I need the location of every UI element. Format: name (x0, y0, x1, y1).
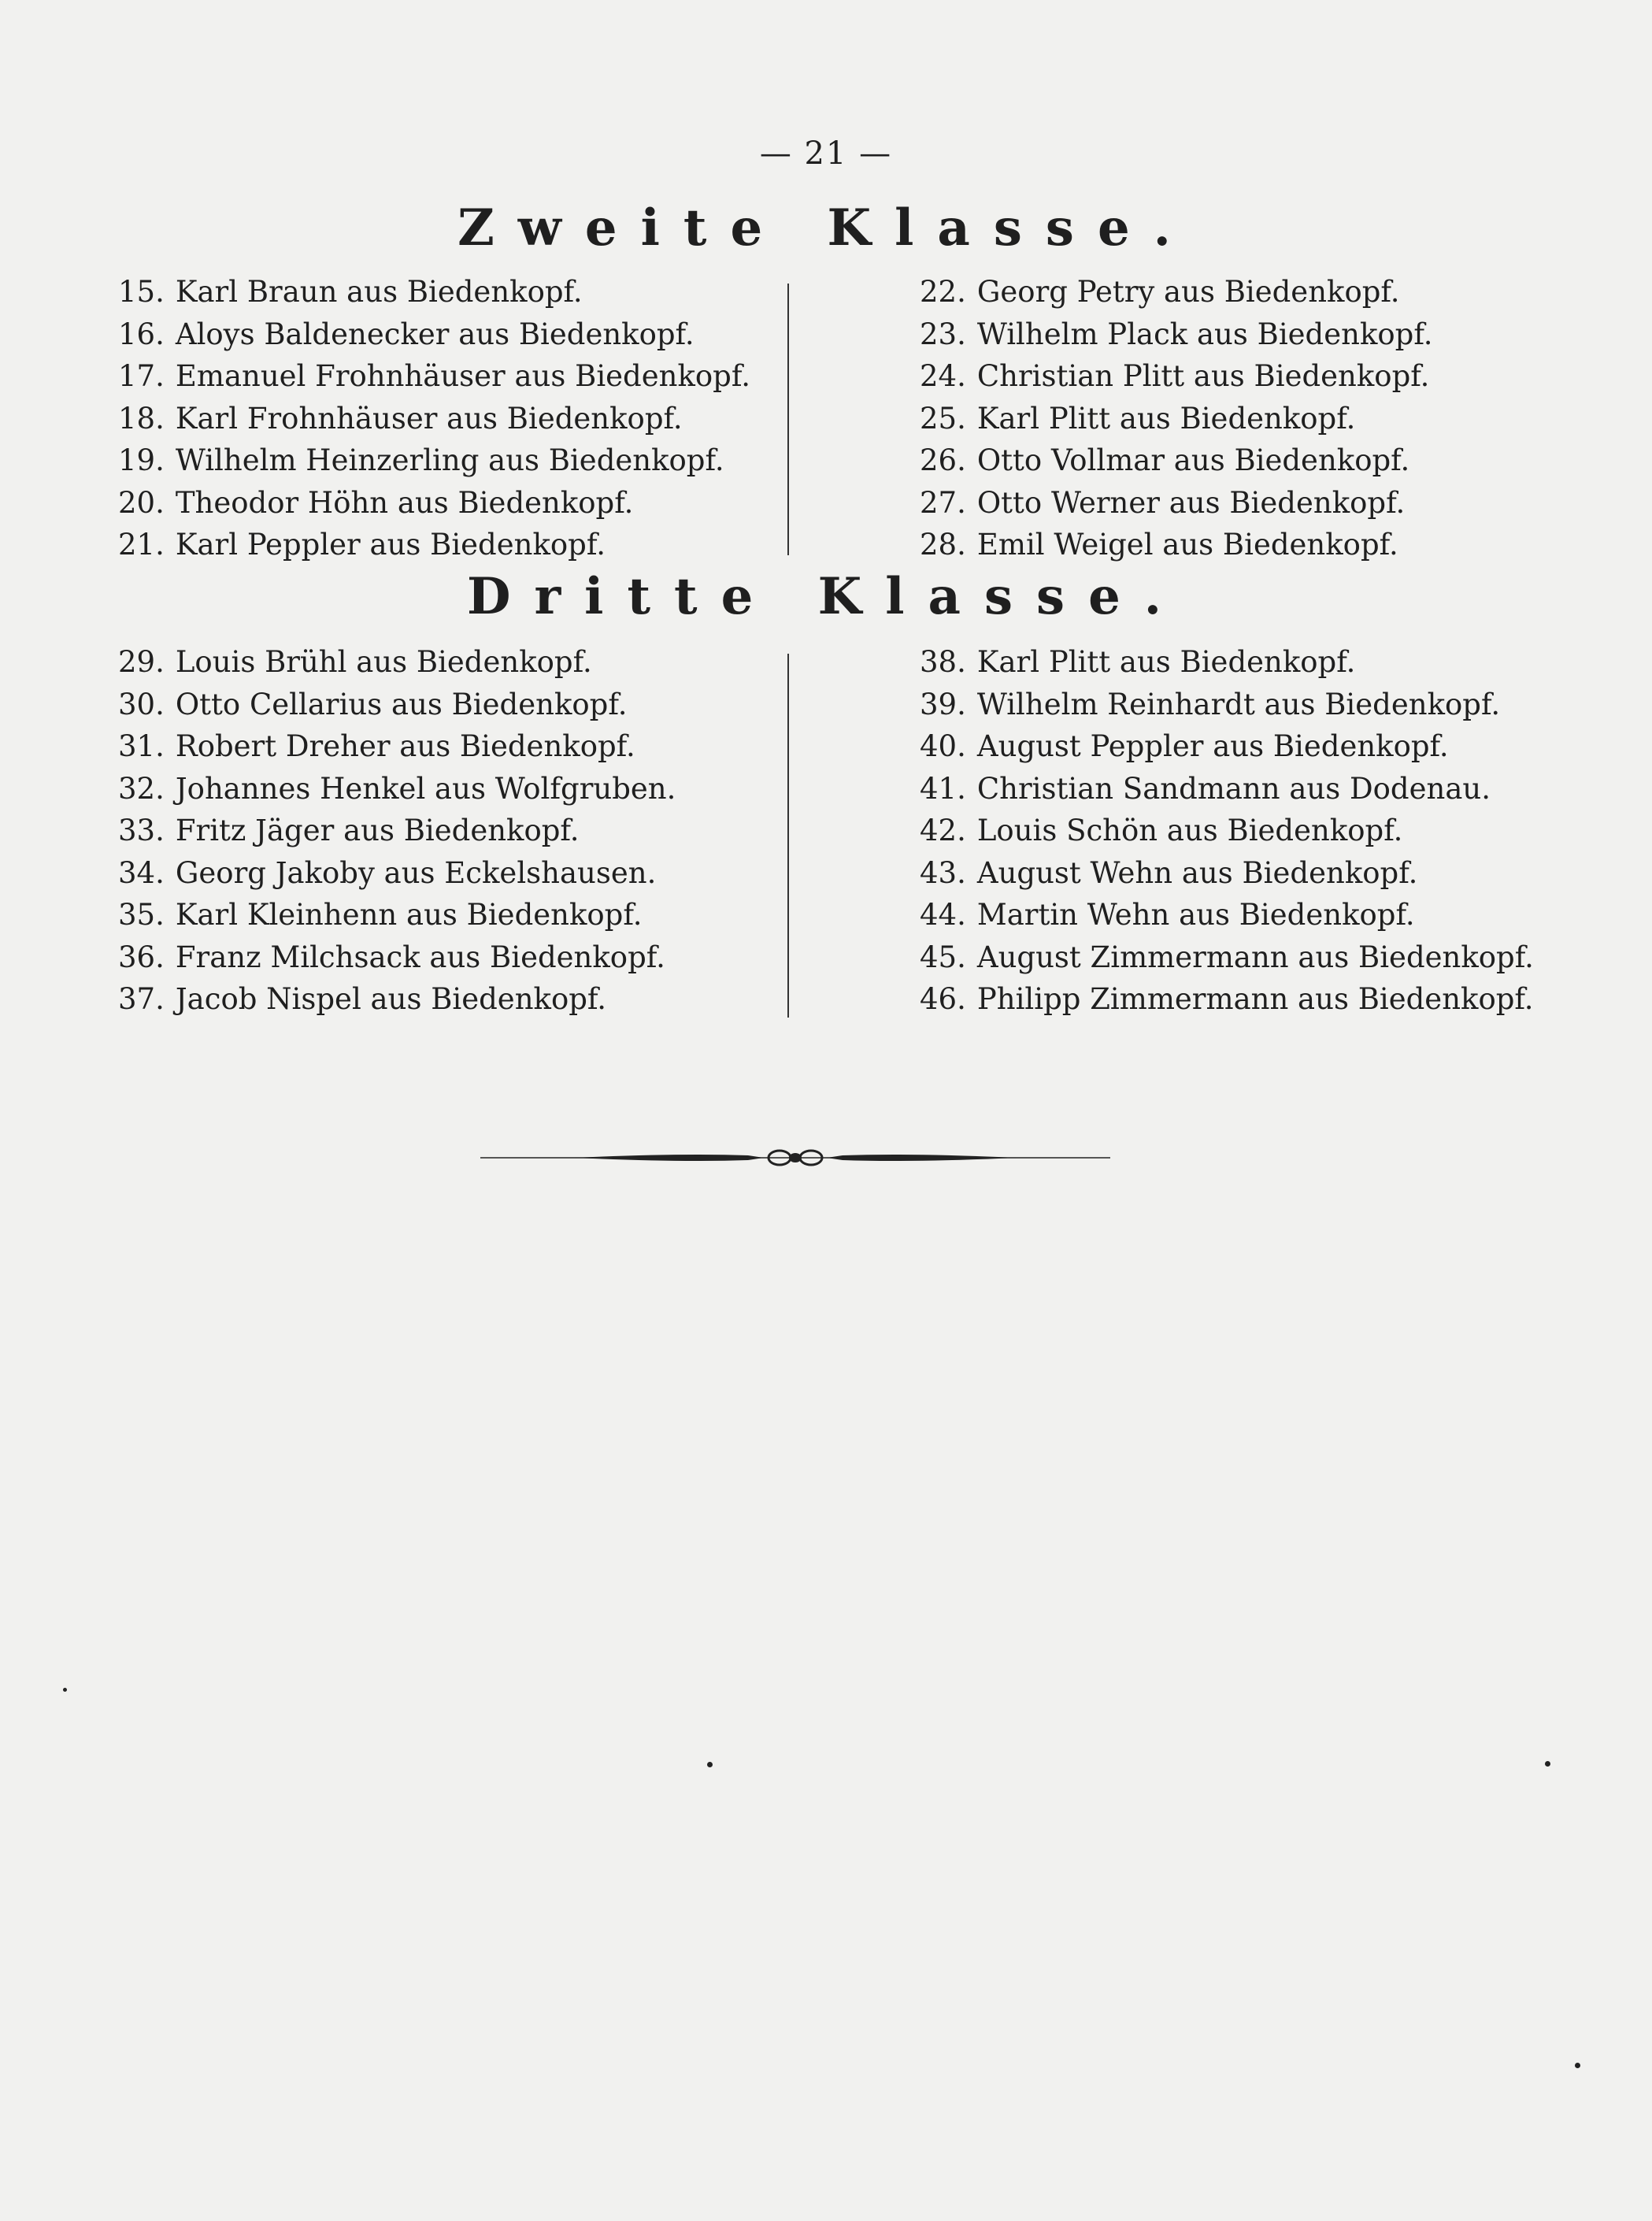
list-item (118, 482, 750, 525)
list-item (920, 852, 1534, 895)
entry-number: 41. (920, 771, 966, 806)
list-item (118, 271, 750, 313)
entry-number: 38. (920, 645, 966, 679)
entry-text: Aloys Baldenecker aus Biedenkopf. (175, 317, 695, 351)
heading-second-class: Zweite Klasse. (457, 198, 1195, 258)
entry-text: Georg Jakoby aus Eckelshausen. (175, 855, 657, 890)
entry-number: 43. (920, 855, 966, 890)
entry-number: 27. (920, 485, 966, 520)
list-item (118, 398, 750, 440)
list-second-class-right (920, 271, 1432, 566)
entry-text: Karl Braun aus Biedenkopf. (175, 275, 583, 309)
entry-text: Otto Vollmar aus Biedenkopf. (976, 443, 1410, 477)
entry-text: Wilhelm Plack aus Biedenkopf. (976, 317, 1433, 351)
list-item (920, 810, 1534, 852)
entry-number: 15. (118, 275, 165, 309)
list-item (118, 852, 676, 895)
entry-number: 26. (920, 443, 966, 477)
entry-text: Otto Werner aus Biedenkopf. (976, 485, 1406, 520)
entry-number: 30. (118, 687, 165, 721)
entry-text: Karl Kleinhenn aus Biedenkopf. (175, 898, 643, 932)
entry-text: Karl Frohnhäuser aus Biedenkopf. (175, 401, 683, 436)
list-item (118, 725, 676, 768)
entry-number: 20. (118, 485, 165, 520)
page-number: — 21 — (759, 135, 893, 172)
entry-text: Theodor Höhn aus Biedenkopf. (175, 485, 634, 520)
entry-text: Emil Weigel aus Biedenkopf. (976, 528, 1398, 562)
entry-text: Franz Milchsack aus Biedenkopf. (175, 940, 665, 974)
list-item (920, 398, 1432, 440)
entry-number: 44. (920, 898, 966, 932)
column-divider (787, 284, 789, 555)
list-item (920, 313, 1432, 356)
entry-text: Emanuel Frohnhäuser aus Biedenkopf. (175, 359, 750, 393)
list-item (920, 482, 1432, 525)
list-item (118, 524, 750, 566)
entry-number: 33. (118, 814, 165, 847)
entry-number: 28. (920, 528, 966, 562)
entry-number: 37. (118, 982, 165, 1016)
list-item (118, 439, 750, 482)
entry-number: 32. (118, 771, 165, 806)
entry-number: 29. (118, 645, 165, 679)
entry-text: Martin Wehn aus Biedenkopf. (976, 898, 1415, 932)
entry-number: 18. (118, 401, 165, 436)
entry-text: Otto Cellarius aus Biedenkopf. (175, 687, 628, 721)
entry-text: Georg Petry aus Biedenkopf. (976, 275, 1400, 309)
list-second-class-left (118, 271, 750, 566)
entry-number: 19. (118, 443, 165, 477)
entry-number: 39. (920, 687, 966, 721)
ornament-divider (480, 1142, 1110, 1174)
list-item (118, 810, 676, 852)
entry-number: 31. (118, 729, 165, 763)
entry-text: Louis Schön aus Biedenkopf. (976, 814, 1403, 847)
entry-number: 35. (118, 898, 165, 932)
list-item (920, 978, 1534, 1021)
list-item (920, 684, 1534, 726)
list-item (118, 894, 676, 936)
entry-text: Philipp Zimmermann aus Biedenkopf. (976, 982, 1534, 1016)
entry-text: Christian Sandmann aus Dodenau. (976, 771, 1491, 806)
entry-number: 22. (920, 275, 966, 309)
entry-text: August Peppler aus Biedenkopf. (976, 729, 1449, 763)
entry-text: Wilhelm Reinhardt aus Biedenkopf. (976, 687, 1501, 721)
entry-number: 42. (920, 814, 966, 847)
print-speck (707, 1762, 713, 1767)
list-item (920, 768, 1534, 810)
column-divider (787, 654, 789, 1018)
list-item (920, 439, 1432, 482)
entry-text: Karl Peppler aus Biedenkopf. (175, 528, 606, 562)
list-item (920, 641, 1534, 684)
list-item (920, 524, 1432, 566)
list-item (920, 725, 1534, 768)
entry-text: Karl Plitt aus Biedenkopf. (976, 401, 1356, 436)
heading-third-class: Dritte Klasse. (466, 567, 1186, 626)
list-item (118, 768, 676, 810)
print-speck (63, 1688, 67, 1692)
entry-text: Johannes Henkel aus Wolfgruben. (175, 771, 676, 806)
entry-text: Fritz Jäger aus Biedenkopf. (175, 814, 580, 847)
list-item (118, 936, 676, 979)
entry-text: Jacob Nispel aus Biedenkopf. (175, 982, 607, 1016)
list-item (118, 684, 676, 726)
entry-number: 34. (118, 855, 165, 890)
entry-number: 16. (118, 317, 165, 351)
entry-number: 24. (920, 359, 966, 393)
list-item (920, 936, 1534, 979)
entry-number: 21. (118, 528, 165, 562)
print-speck (1545, 1761, 1550, 1767)
entry-number: 36. (118, 940, 165, 974)
entry-text: Wilhelm Heinzerling aus Biedenkopf. (175, 443, 724, 477)
list-item (920, 355, 1432, 398)
print-speck (1575, 2063, 1580, 2068)
entry-text: Robert Dreher aus Biedenkopf. (175, 729, 635, 763)
list-item (118, 355, 750, 398)
list-third-class-right (920, 641, 1534, 1021)
entry-text: August Wehn aus Biedenkopf. (976, 855, 1418, 890)
entry-text: Christian Plitt aus Biedenkopf. (976, 359, 1430, 393)
list-item (118, 641, 676, 684)
list-third-class-left (118, 641, 676, 1021)
entry-number: 40. (920, 729, 966, 763)
list-item (118, 978, 676, 1021)
entry-text: August Zimmermann aus Biedenkopf. (976, 940, 1534, 974)
entry-number: 45. (920, 940, 966, 974)
list-item (920, 894, 1534, 936)
entry-number: 25. (920, 401, 966, 436)
entry-text: Karl Plitt aus Biedenkopf. (976, 645, 1356, 679)
list-item (920, 271, 1432, 313)
list-item (118, 313, 750, 356)
entry-number: 17. (118, 359, 165, 393)
entry-number: 23. (920, 317, 966, 351)
entry-number: 46. (920, 982, 966, 1016)
entry-text: Louis Brühl aus Biedenkopf. (175, 645, 592, 679)
